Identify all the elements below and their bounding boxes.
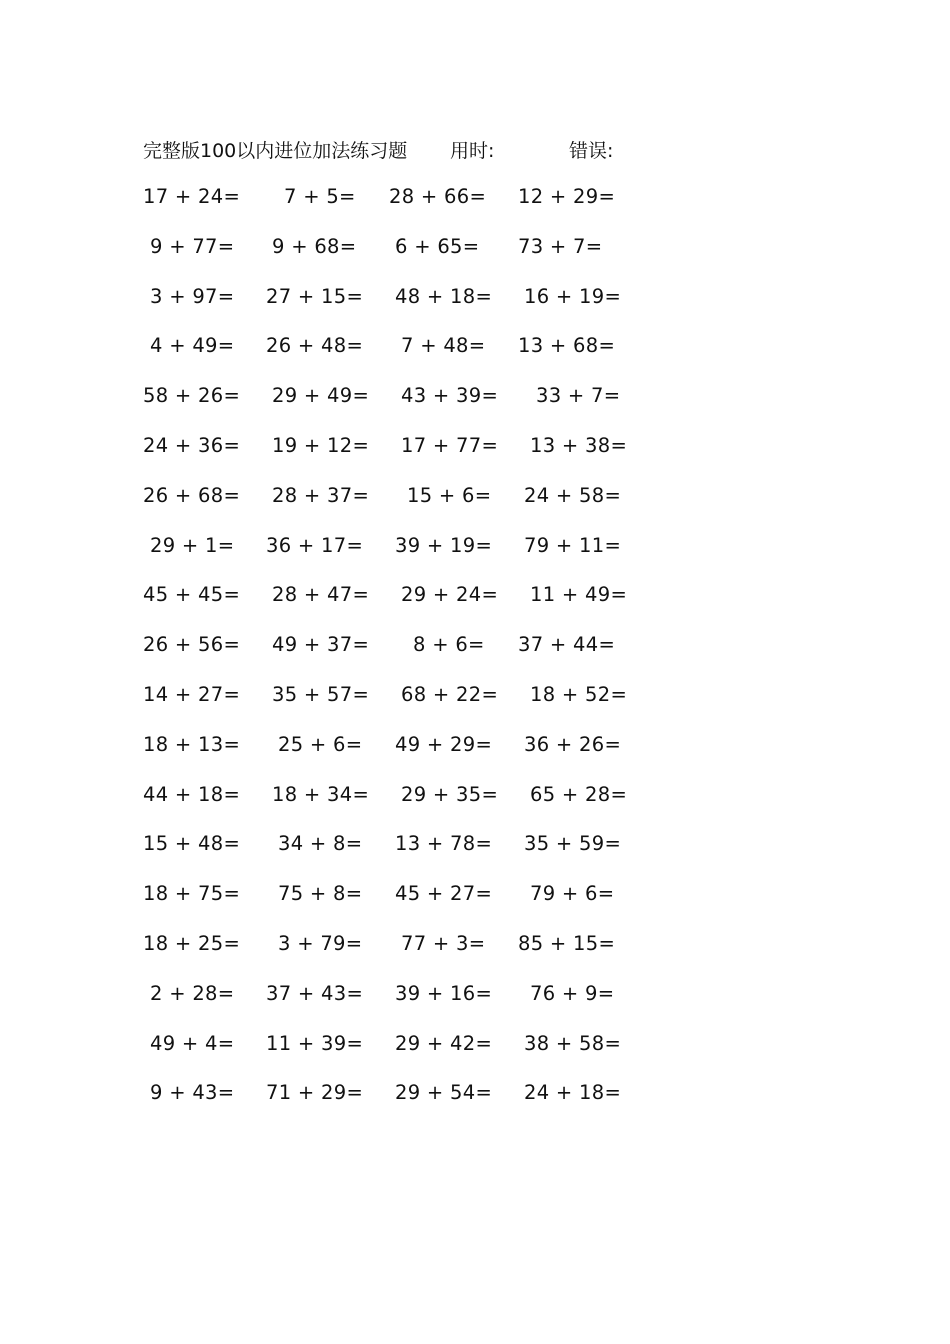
addition-problem: 7 + 5= xyxy=(284,185,356,208)
addition-problem: 37 + 44= xyxy=(518,633,616,657)
addition-problem: 6 + 65= xyxy=(395,234,480,258)
addition-problem: 29 + 24= xyxy=(401,583,499,607)
addition-problem: 28 + 37= xyxy=(272,483,370,507)
addition-problem: 8 + 6= xyxy=(413,633,485,657)
addition-problem: 65 + 28= xyxy=(530,782,628,806)
addition-problem: 35 + 59= xyxy=(524,832,622,856)
addition-problem: 19 + 12= xyxy=(272,433,370,457)
problem-row xyxy=(0,583,950,633)
addition-problem: 13 + 78= xyxy=(395,832,493,856)
addition-problem: 77 + 3= xyxy=(401,931,486,955)
problem-row xyxy=(0,733,950,783)
problem-row xyxy=(0,185,950,235)
addition-problem: 28 + 66= xyxy=(389,185,487,208)
problem-row xyxy=(0,882,950,932)
addition-problem: 25 + 6= xyxy=(278,732,363,756)
problem-row xyxy=(0,334,950,384)
addition-problem: 28 + 47= xyxy=(272,583,370,607)
addition-problem: 17 + 77= xyxy=(401,433,499,457)
addition-problem: 15 + 6= xyxy=(407,483,492,507)
addition-problem: 36 + 17= xyxy=(266,533,364,557)
addition-problem: 76 + 9= xyxy=(530,981,615,1005)
addition-problem: 33 + 7= xyxy=(536,384,621,408)
worksheet-header xyxy=(143,136,643,164)
addition-problem: 9 + 77= xyxy=(150,234,235,258)
worksheet-title: 完整版100以内进位加法练习题 xyxy=(143,140,408,162)
addition-problem: 18 + 52= xyxy=(530,682,628,706)
addition-problem: 18 + 75= xyxy=(143,882,241,906)
addition-problem: 68 + 22= xyxy=(401,682,499,706)
problem-row xyxy=(0,832,950,882)
problem-row xyxy=(0,683,950,733)
problem-row xyxy=(0,384,950,434)
problem-row xyxy=(0,534,950,584)
addition-problem: 12 + 29= xyxy=(518,185,616,208)
addition-problem: 15 + 48= xyxy=(143,832,241,856)
addition-problem: 24 + 58= xyxy=(524,483,622,507)
addition-problem: 49 + 29= xyxy=(395,732,493,756)
addition-problem: 29 + 1= xyxy=(150,533,235,557)
addition-problem: 73 + 7= xyxy=(518,234,603,258)
problem-row xyxy=(0,932,950,982)
problem-row xyxy=(0,434,950,484)
addition-problem: 24 + 36= xyxy=(143,433,241,457)
addition-problem: 26 + 56= xyxy=(143,633,241,657)
addition-problem: 75 + 8= xyxy=(278,882,363,906)
addition-problem: 29 + 42= xyxy=(395,1031,493,1055)
addition-problem: 79 + 6= xyxy=(530,882,615,906)
addition-problem: 29 + 35= xyxy=(401,782,499,806)
addition-problem: 39 + 19= xyxy=(395,533,493,557)
addition-problem: 26 + 48= xyxy=(266,334,364,358)
addition-problem: 58 + 26= xyxy=(143,384,241,408)
errors-label: 错误: xyxy=(569,140,614,162)
addition-problem: 13 + 38= xyxy=(530,433,628,457)
problem-row xyxy=(0,982,950,1032)
addition-problem: 18 + 13= xyxy=(143,732,241,756)
addition-problem: 11 + 49= xyxy=(530,583,628,607)
addition-problem: 45 + 27= xyxy=(395,882,493,906)
addition-problem: 24 + 18= xyxy=(524,1081,622,1105)
addition-problem: 49 + 4= xyxy=(150,1031,235,1055)
addition-problem: 3 + 79= xyxy=(278,931,363,955)
addition-problem: 11 + 39= xyxy=(266,1031,364,1055)
problem-row xyxy=(0,484,950,534)
addition-problem: 29 + 54= xyxy=(395,1081,493,1105)
addition-problem: 29 + 49= xyxy=(272,384,370,408)
addition-problem: 2 + 28= xyxy=(150,981,235,1005)
addition-problem: 71 + 29= xyxy=(266,1081,364,1105)
problem-row xyxy=(0,285,950,335)
addition-problem: 38 + 58= xyxy=(524,1031,622,1055)
problem-row xyxy=(0,1081,950,1131)
addition-problem: 79 + 11= xyxy=(524,533,622,557)
addition-problem: 34 + 8= xyxy=(278,832,363,856)
time-used-label: 用时: xyxy=(450,140,495,162)
problem-row xyxy=(0,783,950,833)
addition-problem: 14 + 27= xyxy=(143,682,241,706)
problem-row xyxy=(0,1032,950,1082)
problem-row xyxy=(0,633,950,683)
addition-problem: 27 + 15= xyxy=(266,284,364,308)
addition-problem: 17 + 24= xyxy=(143,185,241,208)
addition-problem: 37 + 43= xyxy=(266,981,364,1005)
addition-problem: 49 + 37= xyxy=(272,633,370,657)
addition-problem: 85 + 15= xyxy=(518,931,616,955)
addition-problem: 9 + 68= xyxy=(272,234,357,258)
addition-problem: 45 + 45= xyxy=(143,583,241,607)
addition-problem: 39 + 16= xyxy=(395,981,493,1005)
problem-row xyxy=(0,235,950,285)
addition-problem: 9 + 43= xyxy=(150,1081,235,1105)
addition-problem: 26 + 68= xyxy=(143,483,241,507)
addition-problem: 35 + 57= xyxy=(272,682,370,706)
addition-problem: 3 + 97= xyxy=(150,284,235,308)
addition-problem: 36 + 26= xyxy=(524,732,622,756)
addition-problem: 13 + 68= xyxy=(518,334,616,358)
addition-problem: 18 + 34= xyxy=(272,782,370,806)
addition-problem: 16 + 19= xyxy=(524,284,622,308)
addition-problem: 7 + 48= xyxy=(401,334,486,358)
addition-problem: 44 + 18= xyxy=(143,782,241,806)
addition-problem: 18 + 25= xyxy=(143,931,241,955)
problem-grid xyxy=(0,185,950,1131)
addition-problem: 43 + 39= xyxy=(401,384,499,408)
addition-problem: 4 + 49= xyxy=(150,334,235,358)
addition-problem: 48 + 18= xyxy=(395,284,493,308)
